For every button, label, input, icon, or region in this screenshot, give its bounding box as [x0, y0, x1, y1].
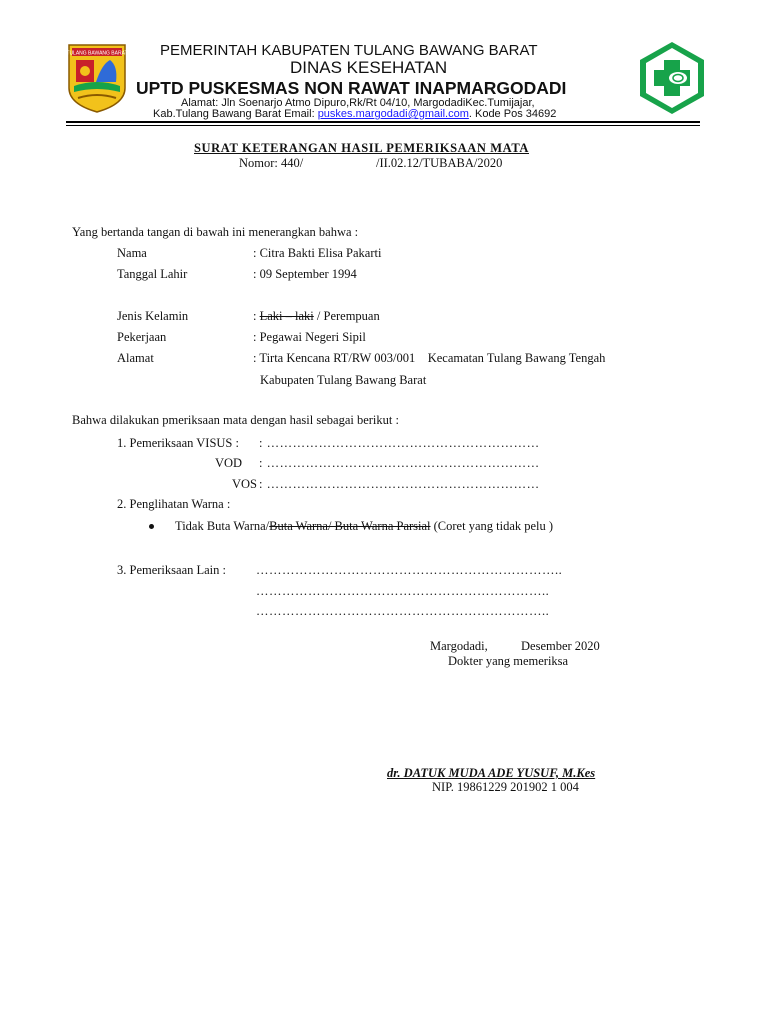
- other-exam-label: 3. Pemeriksaan Lain :: [117, 563, 226, 577]
- name-label: Nama: [117, 246, 147, 260]
- gender-struck-option: Laki – laki: [259, 309, 314, 323]
- contact-prefix: Kab.Tulang Bawang Barat Email:: [153, 108, 318, 120]
- vod-label: VOD: [215, 456, 243, 470]
- other-exam-dots-1: ……………………………………………………………..: [256, 563, 563, 577]
- visus-dots: : ………………………………………………………: [259, 436, 540, 450]
- exam-intro: Bahwa dilakukan pmeriksaan mata dengan hasil sebagai berikut :: [72, 413, 399, 427]
- gender-value: [253, 309, 380, 324]
- letterhead-divider-thick: [66, 121, 700, 123]
- letter-number-label: Nomor: 440/: [239, 156, 304, 170]
- address-label: Alamat: [117, 351, 154, 365]
- letterhead-institution: UPTD PUSKESMAS NON RAWAT INAPMARGODADI: [136, 78, 567, 98]
- logo-caption: TULANG BAWANG BARAT: [66, 50, 128, 57]
- bullet-icon: [149, 524, 154, 529]
- doctor-name: dr. DATUK MUDA ADE YUSUF, M.Kes: [387, 766, 596, 780]
- letterhead-government: PEMERINTAH KABUPATEN TULANG BAWANG BARAT: [160, 42, 538, 59]
- address-value-line1: : Tirta Kencana RT/RW 003/001 Kecamatan Tulang Bawang Tengah: [253, 351, 606, 365]
- regency-emblem-logo: [66, 42, 128, 114]
- vod-dots: : ………………………………………………………: [259, 456, 540, 470]
- color-vision-value: [175, 519, 553, 534]
- signature-role: Dokter yang memeriksa: [448, 654, 569, 668]
- occupation-label: Pekerjaan: [117, 330, 167, 344]
- letterhead-divider-thin: [66, 125, 700, 126]
- color-vision-note: (Coret yang tidak pelu ): [430, 519, 554, 533]
- document-title: SURAT KETERANGAN HASIL PEMERIKSAAN MATA: [194, 141, 530, 155]
- vos-dots: : ………………………………………………………: [259, 477, 540, 491]
- gender-selected-option: / Perempuan: [313, 309, 380, 323]
- doctor-nip: NIP. 19861229 201902 1 004: [432, 780, 579, 794]
- birthdate-value: : 09 September 1994: [253, 267, 357, 281]
- letterhead-department: DINAS KESEHATAN: [290, 58, 448, 77]
- vos-label: VOS: [232, 477, 258, 491]
- color-vision-selected: Tidak Buta Warna/: [175, 519, 270, 533]
- puskesmas-logo: [638, 40, 706, 116]
- signature-date: Desember 2020: [521, 639, 600, 653]
- birthdate-label: Tanggal Lahir: [117, 267, 188, 281]
- name-value: : Citra Bakti Elisa Pakarti: [253, 246, 382, 260]
- other-exam-dots-2: …………………………………………………………..: [256, 584, 550, 598]
- letterhead-contact: [153, 108, 556, 120]
- occupation-value: : Pegawai Negeri Sipil: [253, 330, 366, 344]
- intro-text: Yang bertanda tangan di bawah ini menerangkan bahwa :: [72, 225, 359, 239]
- gender-colon: :: [253, 309, 260, 323]
- visus-label: 1. Pemeriksaan VISUS :: [117, 436, 239, 450]
- email-link[interactable]: puskes.margodadi@gmail.com: [317, 108, 469, 120]
- gender-label: Jenis Kelamin: [117, 309, 189, 323]
- letter-number-code: /II.02.12/TUBABA/2020: [376, 156, 503, 170]
- color-vision-label: 2. Penglihatan Warna :: [117, 497, 231, 511]
- contact-suffix: . Kode Pos 34692: [468, 108, 557, 120]
- signature-place: Margodadi,: [430, 639, 488, 653]
- address-value-line2: Kabupaten Tulang Bawang Barat: [260, 373, 427, 387]
- other-exam-dots-3: …………………………………………………………..: [256, 604, 550, 618]
- letterhead-address: Alamat: Jln Soenarjo Atmo Dipuro,Rk/Rt 04/10, MargodadiKec.Tumijajar,: [181, 97, 535, 109]
- color-vision-struck: Buta Warna/ Buta Warna Parsial: [269, 519, 431, 533]
